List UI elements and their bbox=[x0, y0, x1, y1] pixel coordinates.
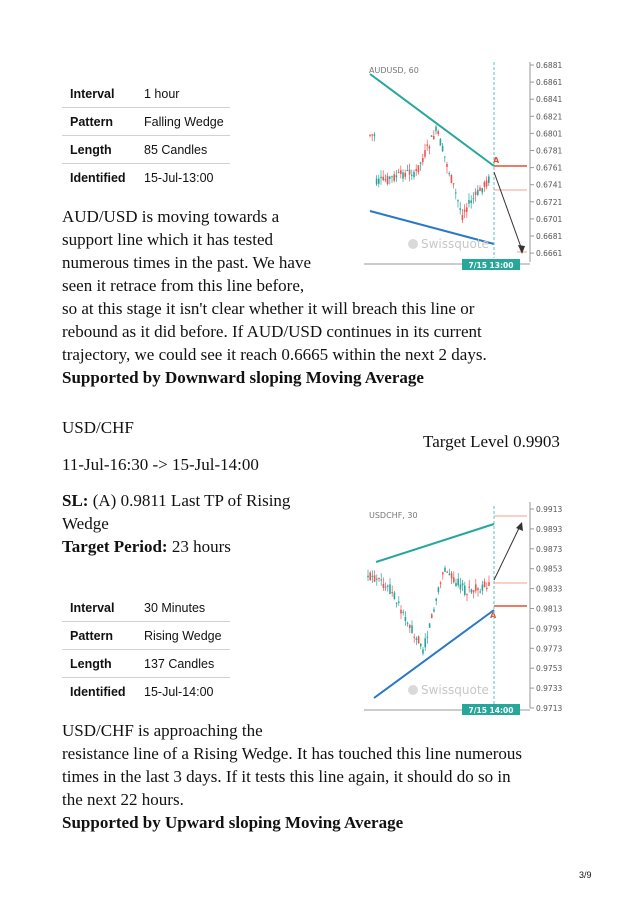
sl-value-cont: Wedge bbox=[62, 514, 109, 533]
text-line: seen it retrace from this line before, bbox=[62, 276, 305, 295]
candle-body bbox=[396, 603, 398, 604]
resistance-line bbox=[376, 524, 494, 562]
candle-body bbox=[404, 173, 406, 177]
table-key: Length bbox=[62, 650, 136, 678]
table-row bbox=[62, 108, 230, 136]
target-period-label: Target Period: bbox=[62, 537, 168, 556]
price-label: 0.9773 bbox=[536, 644, 563, 654]
marker-a: A bbox=[493, 156, 500, 165]
candle-body bbox=[398, 172, 400, 173]
candle-body bbox=[444, 156, 446, 157]
price-label: 0.6661 bbox=[536, 249, 563, 259]
candle-body bbox=[468, 587, 470, 588]
candle-body bbox=[380, 177, 382, 178]
chf-chart bbox=[362, 500, 584, 718]
text-line: times in the last 3 days. If it tests this line again, it should do so in bbox=[62, 767, 511, 786]
candle-body bbox=[433, 609, 435, 611]
table-value: 15-Jul-13:00 bbox=[144, 170, 214, 185]
table-row bbox=[62, 622, 230, 650]
candle-body bbox=[380, 579, 382, 580]
candle-body bbox=[418, 636, 420, 643]
candle-body bbox=[457, 579, 459, 585]
candle-body bbox=[400, 170, 402, 174]
price-label: 0.6861 bbox=[536, 78, 563, 88]
price-label: 0.9753 bbox=[536, 664, 563, 674]
candle-body bbox=[374, 134, 376, 136]
candle-body bbox=[427, 637, 429, 638]
price-label: 0.6881 bbox=[536, 61, 563, 70]
candle-body bbox=[437, 131, 439, 134]
candle-body bbox=[471, 589, 473, 592]
text-line: so at this stage it isn't clear whether it will breach this line or bbox=[62, 299, 475, 318]
candle-body bbox=[391, 592, 393, 593]
brand-logo-icon bbox=[408, 685, 418, 695]
table-value: 15-Jul-14:00 bbox=[144, 684, 214, 699]
candle-body bbox=[387, 176, 389, 184]
candle-body bbox=[394, 593, 396, 599]
candle-body bbox=[464, 586, 466, 595]
candle-body bbox=[435, 599, 437, 601]
candle-body bbox=[382, 177, 384, 180]
candle-body bbox=[460, 584, 462, 589]
candle-body bbox=[484, 182, 486, 187]
table-key: Interval bbox=[62, 594, 136, 622]
price-label: 0.9893 bbox=[536, 524, 563, 534]
candle-body bbox=[446, 572, 448, 573]
candle-body bbox=[411, 625, 413, 633]
chf-target-level: Target Level 0.9903 bbox=[423, 432, 560, 451]
resistance-line bbox=[370, 74, 494, 166]
candle-body bbox=[486, 181, 488, 187]
price-label: 0.6681 bbox=[536, 232, 563, 241]
price-label: 0.6761 bbox=[536, 163, 563, 173]
text-line: numerous times in the past. We have bbox=[62, 253, 312, 272]
price-label: 0.6801 bbox=[536, 129, 563, 139]
target-period-value: 23 hours bbox=[167, 537, 231, 556]
table-row bbox=[62, 650, 230, 678]
candle-body bbox=[451, 175, 453, 183]
price-label: 0.9813 bbox=[536, 604, 563, 614]
text-line: resistance line of a Rising Wedge. It has touched this line numerous bbox=[62, 744, 523, 763]
price-label: 0.9733 bbox=[536, 684, 563, 694]
candle-body bbox=[411, 175, 413, 176]
sl-label: SL: bbox=[62, 491, 89, 510]
text-line: support line which it has tested bbox=[62, 230, 274, 249]
page-number: 3/9 bbox=[579, 870, 592, 880]
price-label: 0.9873 bbox=[536, 544, 563, 554]
candle-body bbox=[413, 172, 415, 177]
aud-info-table bbox=[62, 80, 230, 191]
arrow-line bbox=[494, 526, 520, 580]
price-label: 0.9713 bbox=[536, 704, 563, 713]
candle-body bbox=[413, 637, 415, 638]
candle-body bbox=[374, 575, 376, 581]
candle-body bbox=[475, 192, 477, 195]
candle-body bbox=[468, 200, 470, 204]
candle-body bbox=[453, 577, 455, 582]
candle-body bbox=[488, 177, 490, 184]
candle-body bbox=[378, 179, 380, 184]
text-line: rebound as it did before. If AUD/USD continues in its current bbox=[62, 322, 482, 341]
candle-body bbox=[444, 568, 446, 572]
brand-watermark: Swissquote bbox=[421, 237, 489, 251]
candle-body bbox=[488, 582, 490, 586]
candle-body bbox=[484, 581, 486, 587]
aud-info-table-wrap bbox=[62, 80, 230, 191]
candle-body bbox=[398, 602, 400, 603]
candle-body bbox=[462, 583, 464, 585]
candle-body bbox=[431, 614, 433, 618]
candle-body bbox=[479, 188, 481, 191]
candle-body bbox=[486, 588, 488, 589]
table-row bbox=[62, 594, 230, 622]
candle-body bbox=[429, 624, 431, 628]
candle-body bbox=[422, 158, 424, 162]
candle-body bbox=[415, 169, 417, 171]
candle-body bbox=[440, 139, 442, 146]
price-label: 0.9913 bbox=[536, 505, 563, 514]
table-value: 137 Candles bbox=[136, 650, 230, 678]
candle-body bbox=[407, 623, 409, 624]
candle-body bbox=[367, 576, 369, 578]
candle-body bbox=[416, 638, 418, 640]
candle-body bbox=[442, 146, 444, 151]
candle-body bbox=[448, 173, 450, 174]
candle-body bbox=[440, 583, 442, 584]
candle-body bbox=[383, 584, 385, 588]
aud-paragraph bbox=[62, 205, 487, 389]
candle-body bbox=[433, 136, 435, 139]
table-key: Identified bbox=[70, 684, 126, 699]
text-line: USD/CHF is approaching the bbox=[62, 721, 263, 740]
candle-body bbox=[376, 179, 378, 185]
price-label: 0.6741 bbox=[536, 180, 563, 190]
candle-body bbox=[477, 190, 479, 195]
candle-body bbox=[420, 644, 422, 647]
chf-info-table bbox=[62, 594, 230, 705]
candle-body bbox=[387, 586, 389, 587]
sl-value: (A) 0.9811 Last TP of Rising bbox=[88, 491, 291, 510]
candle-body bbox=[479, 591, 481, 592]
price-label: 0.6841 bbox=[536, 95, 563, 105]
candle-body bbox=[481, 188, 483, 192]
aud-support-note: Supported by Downward sloping Moving Average bbox=[62, 368, 424, 387]
price-label: 0.9793 bbox=[536, 624, 563, 634]
chf-time-range: 11-Jul-16:30 -> 15-Jul-14:00 bbox=[62, 455, 259, 474]
candle-body bbox=[372, 576, 374, 577]
table-value: 85 Candles bbox=[136, 136, 230, 164]
candle-body bbox=[385, 179, 387, 180]
arrow-head bbox=[518, 245, 525, 254]
candle-body bbox=[371, 134, 373, 135]
price-label: 0.6821 bbox=[536, 112, 563, 122]
arrow-line bbox=[494, 172, 522, 250]
candle-body bbox=[402, 612, 404, 613]
candle-body bbox=[429, 146, 431, 148]
chf-info-table-wrap bbox=[62, 594, 230, 705]
candle-body bbox=[393, 174, 395, 180]
brand-watermark: Swissquote bbox=[421, 683, 489, 697]
candles bbox=[367, 566, 490, 656]
candle-body bbox=[376, 579, 378, 580]
candle-body bbox=[422, 649, 424, 653]
candle-body bbox=[420, 162, 422, 163]
candle-body bbox=[378, 578, 380, 579]
candle-body bbox=[431, 136, 433, 137]
price-label: 0.9833 bbox=[536, 584, 563, 594]
candle-body bbox=[409, 625, 411, 628]
candle-body bbox=[389, 177, 391, 179]
table-value: Falling Wedge bbox=[136, 108, 230, 136]
time-label: 7/15 14:00 bbox=[468, 706, 514, 715]
table-value: 1 hour bbox=[136, 80, 230, 108]
table-row bbox=[62, 136, 230, 164]
candle-body bbox=[385, 587, 387, 588]
table-key: Length bbox=[62, 136, 136, 164]
candle-body bbox=[438, 587, 440, 592]
candle-body bbox=[451, 573, 453, 578]
candle-body bbox=[405, 617, 407, 621]
candle-body bbox=[402, 172, 404, 178]
candle-body bbox=[473, 198, 475, 199]
candle-body bbox=[418, 165, 420, 172]
candle-body bbox=[453, 183, 455, 184]
candle-body bbox=[473, 590, 475, 592]
price-levels bbox=[530, 505, 562, 713]
candle-body bbox=[435, 127, 437, 131]
candle-body bbox=[369, 135, 371, 136]
chf-title: USD/CHF bbox=[62, 418, 134, 437]
table-row bbox=[62, 80, 230, 108]
candle-body bbox=[400, 610, 402, 614]
table-row bbox=[62, 678, 230, 706]
arrow-head bbox=[516, 522, 523, 531]
candle-body bbox=[396, 175, 398, 177]
chf-paragraph bbox=[62, 719, 522, 834]
candle-body bbox=[389, 584, 391, 594]
table-row bbox=[62, 164, 230, 192]
candle-body bbox=[407, 170, 409, 171]
price-label: 0.6781 bbox=[536, 146, 563, 156]
table-key: Identified bbox=[70, 170, 126, 185]
price-label: 0.9853 bbox=[536, 564, 563, 574]
candle-body bbox=[391, 176, 393, 177]
price-levels bbox=[530, 61, 562, 258]
candle-body bbox=[442, 572, 444, 574]
chart-symbol: AUDUSD, 60 bbox=[369, 66, 419, 75]
text-line: AUD/USD is moving towards a bbox=[62, 207, 280, 226]
candle-body bbox=[455, 583, 457, 586]
chf-stop-loss bbox=[62, 489, 290, 558]
candle-body bbox=[426, 145, 428, 146]
time-label: 7/15 13:00 bbox=[468, 261, 514, 270]
price-label: 0.6701 bbox=[536, 214, 563, 224]
candle-body bbox=[455, 192, 457, 193]
candle-body bbox=[446, 164, 448, 167]
candle-body bbox=[409, 170, 411, 175]
price-label: 0.6721 bbox=[536, 197, 563, 207]
candle-body bbox=[449, 574, 451, 576]
candle-body bbox=[457, 200, 459, 201]
candle-body bbox=[369, 573, 371, 581]
candle-body bbox=[477, 588, 479, 590]
table-key: Pattern bbox=[62, 108, 136, 136]
chf-support-note: Supported by Upward sloping Moving Average bbox=[62, 813, 404, 832]
text-line: trajectory, we could see it reach 0.6665 within the next 2 days. bbox=[62, 345, 487, 364]
candle-body bbox=[466, 594, 468, 595]
candle-body bbox=[475, 584, 477, 590]
text-line: the next 22 hours. bbox=[62, 790, 184, 809]
marker-a: A bbox=[490, 611, 497, 620]
candle-body bbox=[482, 585, 484, 591]
candle-body bbox=[424, 638, 426, 647]
table-value: Rising Wedge bbox=[136, 622, 230, 650]
table-value: 30 Minutes bbox=[136, 594, 230, 622]
candle-body bbox=[424, 150, 426, 157]
chart-symbol: USDCHF, 30 bbox=[369, 511, 418, 520]
table-key: Pattern bbox=[62, 622, 136, 650]
candle-body bbox=[470, 200, 472, 203]
table-key: Interval bbox=[62, 80, 136, 108]
